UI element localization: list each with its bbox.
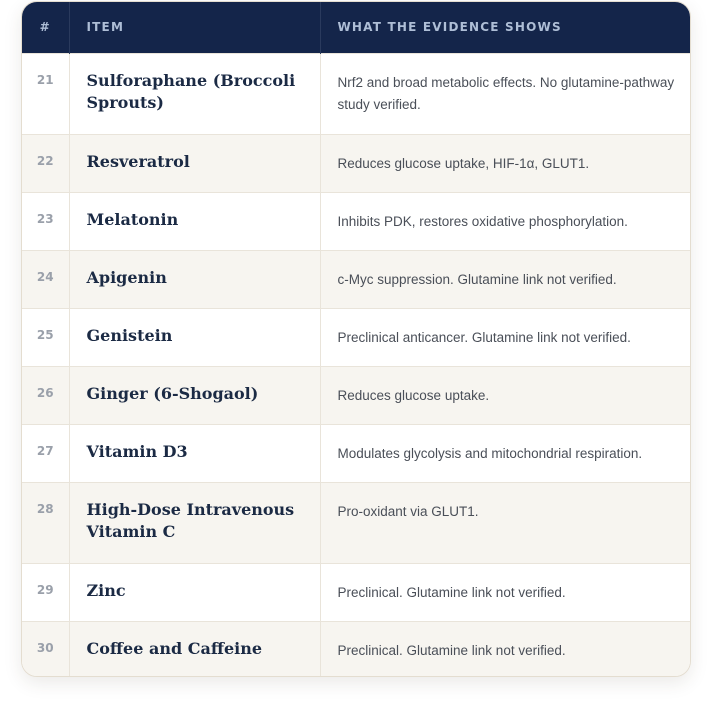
row-item: Resveratrol — [69, 134, 320, 192]
row-item: Sulforaphane (Broccoli Sprouts) — [69, 53, 320, 134]
row-number: 26 — [22, 366, 69, 424]
row-number: 23 — [22, 192, 69, 250]
table-row — [22, 621, 690, 677]
row-evidence: Preclinical. Glutamine link not verified. — [320, 621, 690, 677]
row-item: Genistein — [69, 308, 320, 366]
row-evidence: Modulates glycolysis and mitochondrial respiration. — [320, 424, 690, 482]
row-evidence: Reduces glucose uptake, HIF-1α, GLUT1. — [320, 134, 690, 192]
evidence-table — [22, 2, 690, 677]
row-item: Coffee and Caffeine — [69, 621, 320, 677]
row-evidence: c-Myc suppression. Glutamine link not verified. — [320, 250, 690, 308]
row-item: High-Dose Intravenous Vitamin C — [69, 482, 320, 563]
row-number: 30 — [22, 621, 69, 677]
table-row — [22, 134, 690, 192]
row-number: 21 — [22, 53, 69, 134]
table-row — [22, 424, 690, 482]
table-row — [22, 308, 690, 366]
row-number: 25 — [22, 308, 69, 366]
row-item: Apigenin — [69, 250, 320, 308]
table-row — [22, 192, 690, 250]
table-row — [22, 366, 690, 424]
table-header — [22, 2, 690, 53]
row-item: Ginger (6-Shogaol) — [69, 366, 320, 424]
row-evidence: Preclinical anticancer. Glutamine link not verified. — [320, 308, 690, 366]
row-evidence: Inhibits PDK, restores oxidative phosphorylation. — [320, 192, 690, 250]
row-item: Vitamin D3 — [69, 424, 320, 482]
evidence-table-card — [21, 1, 691, 677]
table-row — [22, 53, 690, 134]
column-header-number: # — [22, 2, 69, 53]
row-number: 24 — [22, 250, 69, 308]
row-evidence: Nrf2 and broad metabolic effects. No glutamine-pathway study verified. — [320, 53, 690, 134]
table-header-row — [22, 2, 690, 53]
table-row — [22, 563, 690, 621]
row-evidence: Reduces glucose uptake. — [320, 366, 690, 424]
table-row — [22, 482, 690, 563]
row-number: 22 — [22, 134, 69, 192]
row-number: 27 — [22, 424, 69, 482]
table-body — [22, 53, 690, 677]
row-evidence: Pro-oxidant via GLUT1. — [320, 482, 690, 563]
row-number: 29 — [22, 563, 69, 621]
table-row — [22, 250, 690, 308]
row-number: 28 — [22, 482, 69, 563]
column-header-evidence: WHAT THE EVIDENCE SHOWS — [337, 20, 562, 35]
row-evidence: Preclinical. Glutamine link not verified. — [320, 563, 690, 621]
row-item: Melatonin — [69, 192, 320, 250]
row-item: Zinc — [69, 563, 320, 621]
column-header-item: ITEM — [69, 2, 320, 53]
